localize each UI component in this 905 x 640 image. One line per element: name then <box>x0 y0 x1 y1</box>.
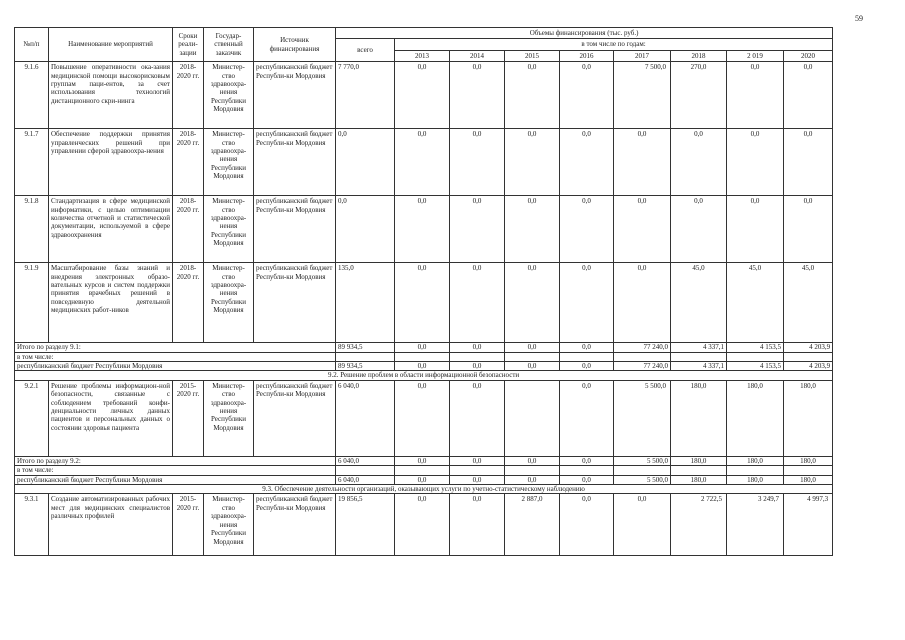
subtotal-total: 6 040,0 <box>336 456 395 465</box>
year-value: 45,0 <box>727 263 784 343</box>
header-term: Сроки реали-зации <box>173 28 204 62</box>
table-row <box>15 196 833 263</box>
year-value: 4 203,9 <box>784 362 833 371</box>
year-value: 0,0 <box>450 263 505 343</box>
page-number: 59 <box>855 14 863 23</box>
row-name: Решение проблемы информацион-ной безопасности, связанные с соблюдением требований конфи-денциальности личных данных пациентов и персональных данных о состоянии здоровья пациента <box>49 380 173 456</box>
year-value: 0,0 <box>560 380 614 456</box>
row-customer: Министер-ство здравоохра-нения Республики Мордовия <box>204 494 254 556</box>
header-row-1 <box>15 28 833 39</box>
year-value: 4 997,3 <box>784 494 833 556</box>
header-total: всего <box>336 39 395 62</box>
row-name: Обеспечение поддержки принятия управленческих решений при управлении сферой здравоохра-нения <box>49 129 173 196</box>
year-header: 2020 <box>784 50 833 61</box>
year-value: 0,0 <box>395 380 450 456</box>
year-value: 4 153,5 <box>727 362 784 371</box>
year-value: 3 249,7 <box>727 494 784 556</box>
year-value: 0,0 <box>395 62 450 129</box>
year-value: 77 240,0 <box>614 362 671 371</box>
section-heading-row <box>15 371 833 380</box>
year-value: 0,0 <box>450 129 505 196</box>
row-customer: Министер-ство здравоохра-нения Республики Мордовия <box>204 196 254 263</box>
year-value: 5 500,0 <box>614 475 671 484</box>
row-name: Масштабирование базы знаний и внедрения электронных образо-вательных курсов и систем поддержки принятия врачебных решений в повседневную деятельной медицинских работ-ников <box>49 263 173 343</box>
year-value: 0,0 <box>505 362 560 371</box>
row-total: 0,0 <box>336 196 395 263</box>
table-row <box>15 129 833 196</box>
year-value: 180,0 <box>671 380 727 456</box>
subtotal-label: Итого по разделу 9.2: <box>15 456 336 465</box>
year-value: 180,0 <box>727 475 784 484</box>
year-value: 180,0 <box>727 456 784 465</box>
row-num: 9.2.1 <box>15 380 49 456</box>
budget-label: республиканский бюджет Республики Мордовия <box>15 475 336 484</box>
budget-row <box>15 362 833 371</box>
year-value: 0,0 <box>505 343 560 352</box>
row-num: 9.1.6 <box>15 62 49 129</box>
year-value: 0,0 <box>450 475 505 484</box>
row-total: 0,0 <box>336 129 395 196</box>
budget-label: республиканский бюджет Республики Мордовия <box>15 362 336 371</box>
row-customer: Министер-ство здравоохра-нения Республики Мордовия <box>204 129 254 196</box>
year-value: 2 722,5 <box>671 494 727 556</box>
row-source: республиканский бюджет Республи-ки Мордовия <box>254 196 336 263</box>
year-value: 0,0 <box>560 62 614 129</box>
incl-label: в том числе: <box>15 352 336 361</box>
header-customer: Государ-ственный заказчик <box>204 28 254 62</box>
year-value: 5 500,0 <box>614 456 671 465</box>
budget-total: 6 040,0 <box>336 475 395 484</box>
year-value: 0,0 <box>505 196 560 263</box>
year-value: 0,0 <box>560 129 614 196</box>
year-value: 180,0 <box>784 380 833 456</box>
row-num: 9.3.1 <box>15 494 49 556</box>
row-name: Стандартизация в сфере медицинской информатики, с целью оптимизации количества отчетной и статистической документации, используемой в сфере здравоохранения <box>49 196 173 263</box>
table-row <box>15 494 833 556</box>
row-source: республиканский бюджет Республи-ки Мордовия <box>254 263 336 343</box>
year-value: 0,0 <box>671 129 727 196</box>
year-value: 0,0 <box>395 129 450 196</box>
year-value: 0,0 <box>450 343 505 352</box>
year-value: 0,0 <box>505 456 560 465</box>
year-value <box>505 380 560 456</box>
row-source: республиканский бюджет Республи-ки Мордовия <box>254 380 336 456</box>
header-name: Наименование мероприятий <box>49 28 173 62</box>
year-header: 2017 <box>614 50 671 61</box>
row-term: 2015-2020 гг. <box>173 380 204 456</box>
row-customer: Министер-ство здравоохра-нения Республики Мордовия <box>204 62 254 129</box>
year-value: 0,0 <box>614 494 671 556</box>
row-num: 9.1.9 <box>15 263 49 343</box>
year-value: 45,0 <box>671 263 727 343</box>
year-value: 0,0 <box>560 475 614 484</box>
year-header: 2015 <box>505 50 560 61</box>
row-total: 135,0 <box>336 263 395 343</box>
incl-row <box>15 466 833 475</box>
year-value: 270,0 <box>671 62 727 129</box>
row-customer: Министер-ство здравоохра-нения Республики Мордовия <box>204 380 254 456</box>
year-value: 0,0 <box>727 62 784 129</box>
year-value: 0,0 <box>784 62 833 129</box>
budget-total: 89 934,5 <box>336 362 395 371</box>
row-term: 2018-2020 гг. <box>173 129 204 196</box>
year-value: 0,0 <box>395 362 450 371</box>
year-value: 0,0 <box>395 494 450 556</box>
header-num: №п/п <box>15 28 49 62</box>
year-value: 180,0 <box>671 456 727 465</box>
year-value: 0,0 <box>560 456 614 465</box>
year-value: 0,0 <box>505 263 560 343</box>
year-value: 0,0 <box>614 129 671 196</box>
year-header: 2014 <box>450 50 505 61</box>
year-value: 0,0 <box>395 263 450 343</box>
financing-table <box>14 27 833 556</box>
year-header: 2013 <box>395 50 450 61</box>
year-value: 0,0 <box>560 343 614 352</box>
year-value: 0,0 <box>784 129 833 196</box>
year-value: 180,0 <box>671 475 727 484</box>
row-total: 7 770,0 <box>336 62 395 129</box>
year-value: 0,0 <box>450 494 505 556</box>
section-heading-9-2: 9.2. Решение проблем в области информационной безопасности <box>15 371 833 380</box>
year-value: 5 500,0 <box>614 380 671 456</box>
year-value: 0,0 <box>727 196 784 263</box>
year-value: 0,0 <box>727 129 784 196</box>
budget-row <box>15 475 833 484</box>
year-header: 2016 <box>560 50 614 61</box>
row-name: Создание автоматизированных рабочих мест для медицинских специалистов различных профилей <box>49 494 173 556</box>
year-value: 0,0 <box>784 196 833 263</box>
year-value: 0,0 <box>560 263 614 343</box>
year-value: 77 240,0 <box>614 343 671 352</box>
row-source: республиканский бюджет Республи-ки Мордовия <box>254 62 336 129</box>
row-customer: Министер-ство здравоохра-нения Республики Мордовия <box>204 263 254 343</box>
year-value: 0,0 <box>560 494 614 556</box>
row-source: республиканский бюджет Республи-ки Мордовия <box>254 494 336 556</box>
year-value: 45,0 <box>784 263 833 343</box>
year-value: 0,0 <box>395 475 450 484</box>
year-value: 0,0 <box>505 129 560 196</box>
row-total: 6 040,0 <box>336 380 395 456</box>
row-term: 2018-2020 гг. <box>173 263 204 343</box>
header-volumes: Объемы финансирования (тыс. руб.) <box>336 28 833 39</box>
header-source: Источник финансирования <box>254 28 336 62</box>
year-value: 0,0 <box>450 456 505 465</box>
row-term: 2018-2020 гг. <box>173 196 204 263</box>
row-num: 9.1.7 <box>15 129 49 196</box>
incl-row <box>15 352 833 361</box>
row-total: 19 856,5 <box>336 494 395 556</box>
section-heading-9-3: 9.3. Обеспечение деятельности организаций, оказывающих услуги по учетно-статистическому наблюдению <box>15 485 833 494</box>
row-term: 2018-2020 гг. <box>173 62 204 129</box>
year-value: 4 337,1 <box>671 343 727 352</box>
year-value: 0,0 <box>560 196 614 263</box>
year-value: 7 500,0 <box>614 62 671 129</box>
subtotal-row <box>15 343 833 352</box>
year-value: 4 153,5 <box>727 343 784 352</box>
table-row <box>15 380 833 456</box>
row-num: 9.1.8 <box>15 196 49 263</box>
year-value: 0,0 <box>505 62 560 129</box>
year-value: 0,0 <box>505 475 560 484</box>
year-value: 0,0 <box>450 362 505 371</box>
year-value: 180,0 <box>784 456 833 465</box>
incl-label: в том числе: <box>15 466 336 475</box>
year-value: 0,0 <box>671 196 727 263</box>
table-row <box>15 263 833 343</box>
year-value: 0,0 <box>450 62 505 129</box>
year-value: 2 887,0 <box>505 494 560 556</box>
header-by-years: в том числе по годам: <box>395 39 833 50</box>
table-row <box>15 62 833 129</box>
year-value: 4 337,1 <box>671 362 727 371</box>
subtotal-row <box>15 456 833 465</box>
year-value: 0,0 <box>614 196 671 263</box>
row-name: Повышение оперативности ока-зания медицинской помощи высокорисковым группам паци-ентов, за счет использования технологий дистанционного скри-нинга <box>49 62 173 129</box>
year-value: 0,0 <box>395 456 450 465</box>
year-header: 2018 <box>671 50 727 61</box>
year-value: 180,0 <box>727 380 784 456</box>
year-value: 0,0 <box>614 263 671 343</box>
section-heading-row <box>15 485 833 494</box>
row-source: республиканский бюджет Республи-ки Мордовия <box>254 129 336 196</box>
year-value: 180,0 <box>784 475 833 484</box>
subtotal-label: Итого по разделу 9.1: <box>15 343 336 352</box>
year-value: 0,0 <box>395 343 450 352</box>
year-value: 4 203,9 <box>784 343 833 352</box>
year-header: 2 019 <box>727 50 784 61</box>
year-value: 0,0 <box>560 362 614 371</box>
row-term: 2015-2020 гг. <box>173 494 204 556</box>
subtotal-total: 89 934,5 <box>336 343 395 352</box>
year-value: 0,0 <box>450 196 505 263</box>
year-value: 0,0 <box>450 380 505 456</box>
year-value: 0,0 <box>395 196 450 263</box>
